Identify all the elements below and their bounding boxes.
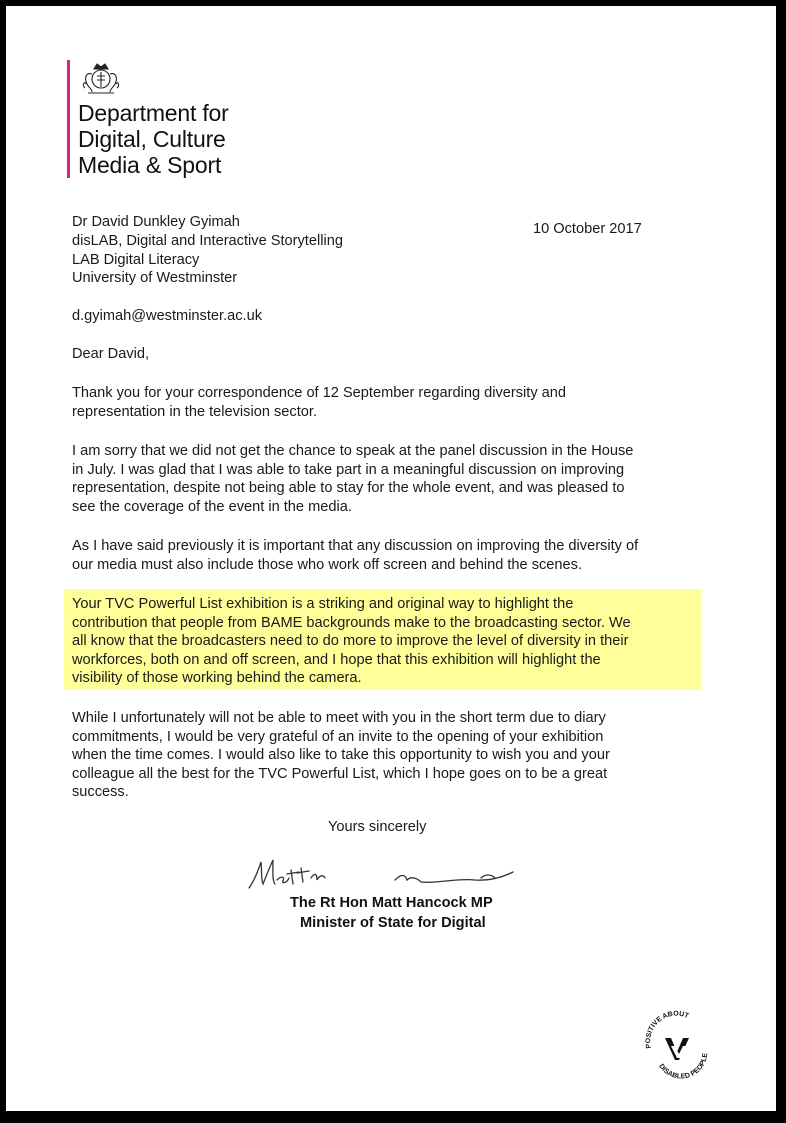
- paragraph-line: Your TVC Powerful List exhibition is a striking and original way to highlight the: [72, 596, 574, 612]
- department-line-2: Digital, Culture: [78, 126, 226, 152]
- paragraph-line: I am sorry that we did not get the chance to speak at the panel discussion in the House: [72, 443, 634, 459]
- paragraph-line: colleague all the best for the TVC Powerful List, which I hope goes on to be a great: [72, 765, 608, 782]
- badge-text-bottom: DISABLED PEOPLE: [657, 1052, 710, 1080]
- paragraph-line: visibility of those working behind the camera.: [72, 670, 362, 687]
- address-line-2: LAB Digital Literacy: [72, 252, 200, 268]
- address-line-3: University of Westminster: [72, 270, 238, 286]
- paragraph-line: our media must also include those who work off screen and behind the scenes.: [72, 556, 582, 573]
- disability-badge-icon: [641, 1008, 713, 1080]
- paragraph-line: in July. I was glad that I was able to take part in a meaningful discussion on improving: [72, 461, 625, 478]
- paragraph-5: [72, 709, 702, 802]
- paragraph-line: commitments, I would be very grateful of an invite to the opening of your exhibition: [72, 728, 604, 745]
- paragraph-line: all know that the broadcasters need to do more to improve the level of diversity in their: [72, 633, 629, 650]
- paragraph-line: success.: [72, 784, 129, 801]
- badge-text-top: POSITIVE ABOUT: [645, 1010, 690, 1049]
- signatory-title: Minister of State for Digital: [300, 915, 486, 931]
- paragraph-line: As I have said previously it is important that any discussion on improving the diversity of: [72, 538, 639, 554]
- closing: Yours sincerely: [328, 819, 427, 835]
- signatory-name: The Rt Hon Matt Hancock MP: [290, 895, 493, 911]
- address-line-1: disLAB, Digital and Interactive Storytelling: [72, 233, 343, 249]
- paragraph-line: see the coverage of the event in the media.: [72, 498, 352, 515]
- department-logo-text: [78, 100, 229, 178]
- paragraph-line: when the time comes. I would also like to take this opportunity to wish you and your: [72, 747, 610, 764]
- handwritten-signature: [245, 850, 525, 895]
- paragraph-2: [72, 442, 702, 516]
- letter-date: 10 October 2017: [533, 221, 642, 237]
- paragraph-line: Thank you for your correspondence of 12 September regarding diversity and: [72, 385, 567, 401]
- paragraph-1: [72, 384, 702, 421]
- salutation: Dear David,: [72, 346, 150, 362]
- royal-crest-icon: [80, 58, 122, 98]
- recipient-email: d.gyimah@westminster.ac.uk: [72, 308, 263, 324]
- paragraph-4-highlighted: [72, 595, 702, 688]
- paragraph-3: [72, 537, 702, 574]
- department-line-1: Department for: [78, 100, 229, 126]
- department-line-3: Media & Sport: [78, 152, 222, 178]
- paragraph-line: representation in the television sector.: [72, 403, 317, 420]
- paragraph-line: contribution that people from BAME backgrounds make to the broadcasting sector. We: [72, 614, 631, 631]
- paragraph-line: representation, despite not being able to stay for the whole event, and was pleased to: [72, 480, 625, 497]
- recipient-name: Dr David Dunkley Gyimah: [72, 214, 240, 230]
- brand-bar: [67, 60, 70, 178]
- paragraph-line: While I unfortunately will not be able to meet with you in the short term due to diary: [72, 710, 606, 726]
- paragraph-line: workforces, both on and off screen, and I hope that this exhibition will highlight the: [72, 651, 601, 668]
- svg-text:DISABLED PEOPLE: [657, 1052, 709, 1080]
